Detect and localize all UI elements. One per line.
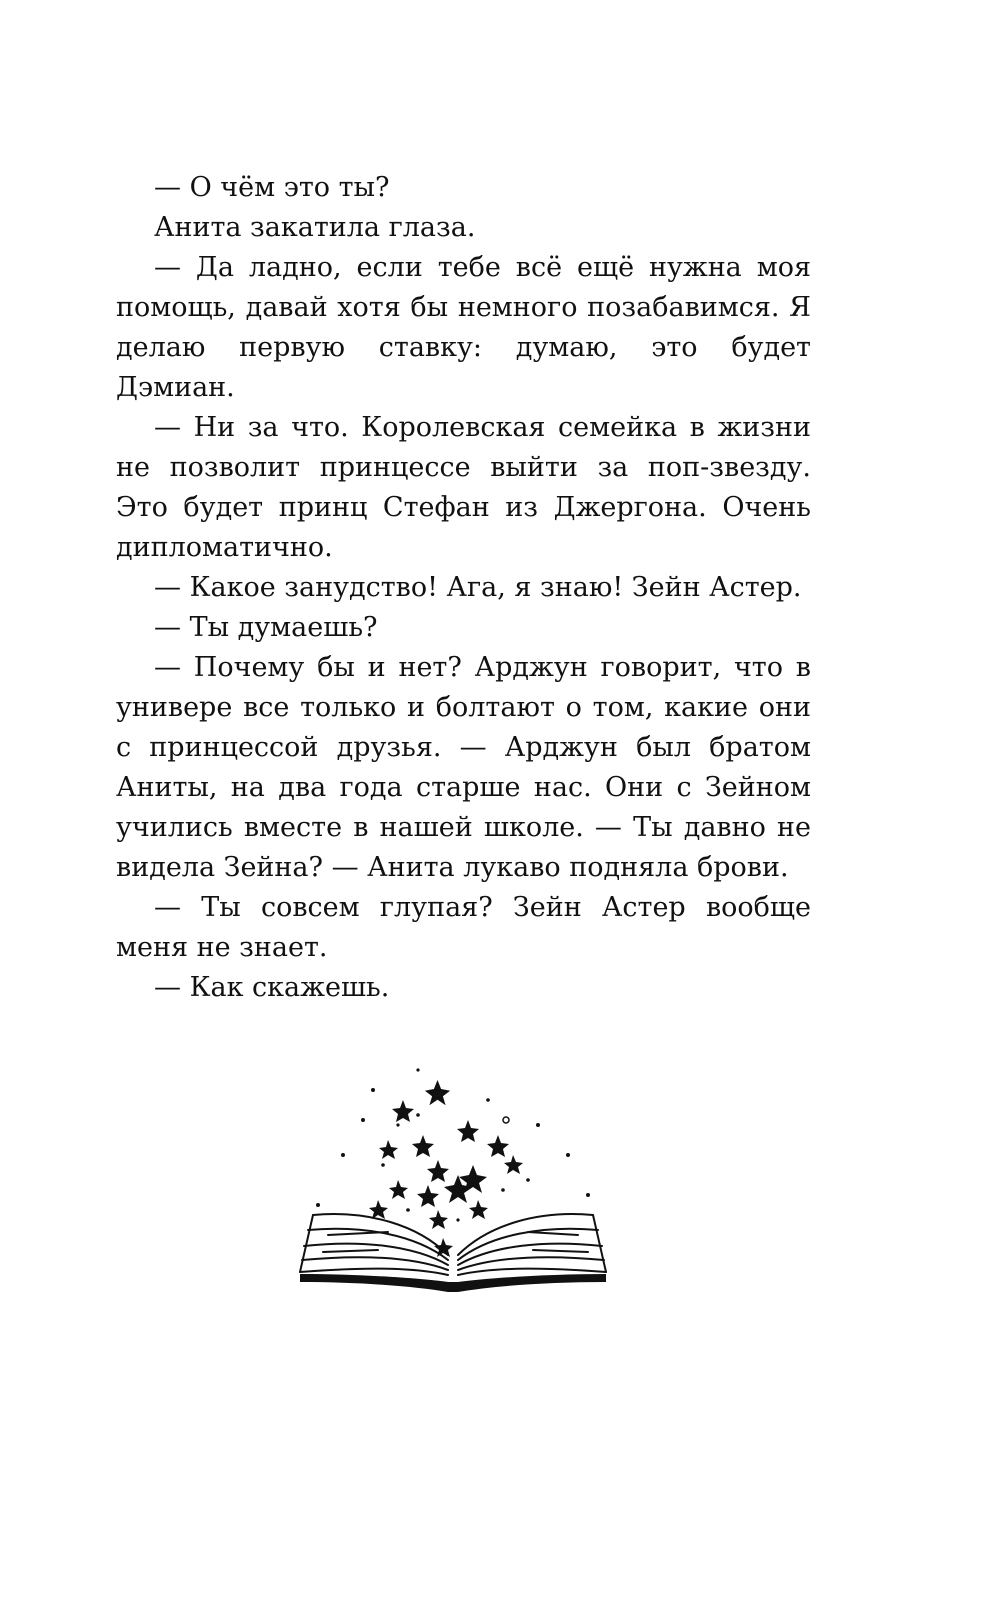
paragraph: — Ты совсем глупая? Зейн Астер вообще меня не знает. [116,892,811,963]
open-book-with-stars-icon [298,1060,628,1320]
paragraph: — Ни за что. Королевская семейка в жизни не позволит принцессе выйти за поп-звезду. Это будет принц Стефан из Джергона. Очень дипломатично. [116,412,811,563]
book-page-text [116,168,811,1008]
paragraph: — Почему бы и нет? Арджун говорит, что в универе все только и болтают о том, какие они с принцессой друзья. — Арджун был братом Аниты, на два года старше нас. Они с Зейном учились вместе в нашей школе. — Ты давно не видела Зейна? — Анита лукаво подняла брови. [116,652,811,883]
paragraph: Анита закатила глаза. [154,212,476,243]
paragraph: — Какое занудство! Ага, я знаю! Зейн Астер. [154,572,802,603]
paragraph: — Как скажешь. [154,972,390,1003]
paragraph: — О чём это ты? [154,172,390,203]
paragraph: — Да ладно, если тебе всё ещё нужна моя помощь, давай хотя бы немного позабавимся. Я делаю первую ставку: думаю, это будет Дэмиан. [116,252,811,403]
paragraph: — Ты думаешь? [154,612,378,643]
